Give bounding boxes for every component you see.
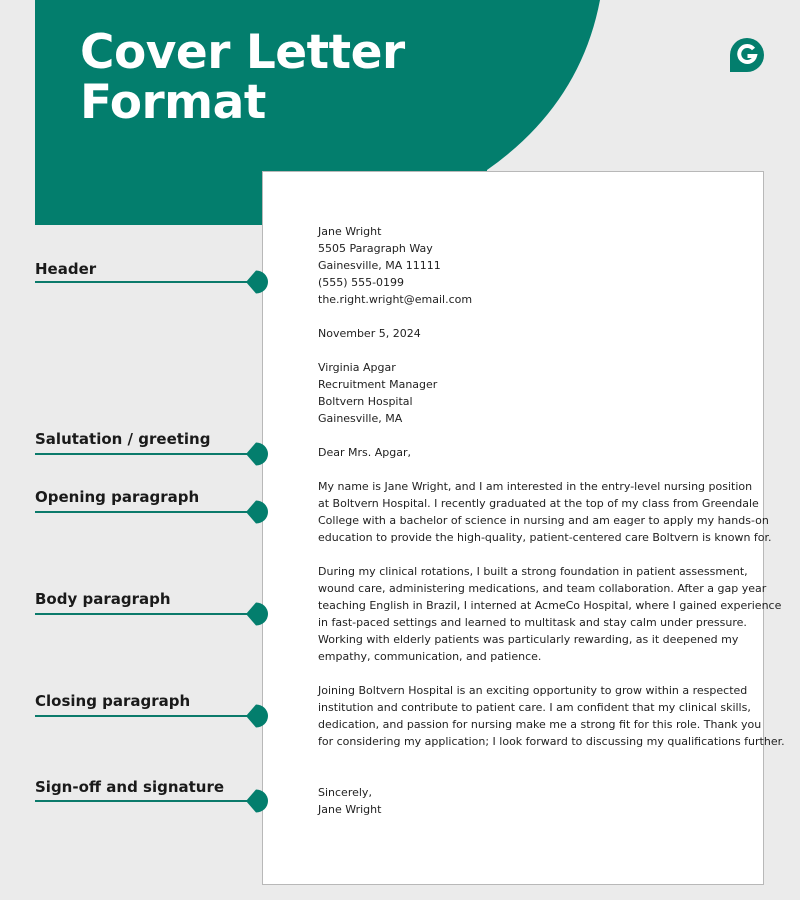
- opening-paragraph: [318, 478, 772, 546]
- label-rule: [35, 511, 250, 513]
- letter-header: [318, 223, 748, 308]
- closing-line: dedication, and passion for nursing make me a strong fit for this role. Thank you: [318, 718, 762, 731]
- recipient-city: Gainesville, MA: [318, 412, 403, 425]
- letter-page: [262, 171, 785, 885]
- closing-line: for considering my application; I look forward to discussing my qualifications further.: [318, 735, 785, 748]
- teardrop-pointer-icon: [246, 703, 274, 729]
- recipient-title: Recruitment Manager: [318, 378, 438, 391]
- sender-street: 5505 Paragraph Way: [318, 242, 433, 255]
- label-body-paragraph: Body paragraph: [35, 590, 171, 608]
- opening-line: at Boltvern Hospital. I recently graduated at the top of my class from Greendale: [318, 497, 759, 510]
- label-closing-paragraph: Closing paragraph: [35, 692, 191, 710]
- title-line-2: Format: [80, 75, 266, 130]
- body-line: During my clinical rotations, I built a strong foundation in patient assessment,: [318, 565, 748, 578]
- letter-body: [318, 223, 785, 818]
- label-rule: [35, 281, 250, 283]
- body-line: teaching English in Brazil, I interned at AcmeCo Hospital, where I gained experience: [318, 599, 782, 612]
- signoff-block: [318, 784, 748, 818]
- salutation-text: Dear Mrs. Apgar,: [318, 446, 411, 459]
- recipient-name: Virginia Apgar: [318, 361, 396, 374]
- body-line: wound care, administering medications, and team collaboration. After a gap year: [318, 582, 767, 595]
- label-rule: [35, 453, 250, 455]
- closing-paragraph: [318, 682, 785, 750]
- sender-phone: (555) 555-0199: [318, 276, 405, 289]
- title-line-1: Cover Letter: [80, 25, 405, 80]
- body-line: Working with elderly patients was particularly rewarding, as it deepened my: [318, 633, 739, 646]
- sender-email: the.right.wright@email.com: [318, 293, 473, 306]
- date-text: November 5, 2024: [318, 327, 421, 340]
- label-salutation: Salutation / greeting: [35, 430, 211, 448]
- teardrop-pointer-icon: [246, 499, 274, 525]
- grammarly-logo-icon: [728, 36, 766, 72]
- page-title: [80, 25, 405, 130]
- teardrop-pointer-icon: [246, 788, 274, 814]
- body-line: empathy, communication, and patience.: [318, 650, 542, 663]
- salutation: [318, 444, 748, 461]
- label-opening-paragraph: Opening paragraph: [35, 488, 200, 506]
- sender-city: Gainesville, MA 11111: [318, 259, 441, 272]
- signature-name: Jane Wright: [318, 803, 382, 816]
- recipient-organization: Boltvern Hospital: [318, 395, 413, 408]
- closing-line: Joining Boltvern Hospital is an exciting opportunity to grow within a respected: [318, 684, 748, 697]
- sender-name: Jane Wright: [318, 225, 382, 238]
- label-rule: [35, 613, 250, 615]
- label-rule: [35, 800, 250, 802]
- letter-date: [318, 325, 748, 342]
- recipient-block: [318, 359, 748, 427]
- body-line: in fast-paced settings and learned to multitask and stay calm under pressure.: [318, 616, 747, 629]
- opening-line: College with a bachelor of science in nursing and am eager to apply my hands-on: [318, 514, 769, 527]
- opening-line: education to provide the high-quality, patient-centered care Boltvern is known for.: [318, 531, 772, 544]
- signoff-text: Sincerely,: [318, 786, 372, 799]
- teardrop-pointer-icon: [246, 441, 274, 467]
- closing-line: institution and contribute to patient care. I am confident that my clinical skills,: [318, 701, 751, 714]
- label-header: Header: [35, 260, 97, 278]
- label-rule: [35, 715, 250, 717]
- body-paragraph: [318, 563, 782, 665]
- teardrop-pointer-icon: [246, 601, 274, 627]
- opening-line: My name is Jane Wright, and I am interested in the entry-level nursing position: [318, 480, 753, 493]
- teardrop-pointer-icon: [246, 269, 274, 295]
- label-signoff: Sign-off and signature: [35, 778, 225, 796]
